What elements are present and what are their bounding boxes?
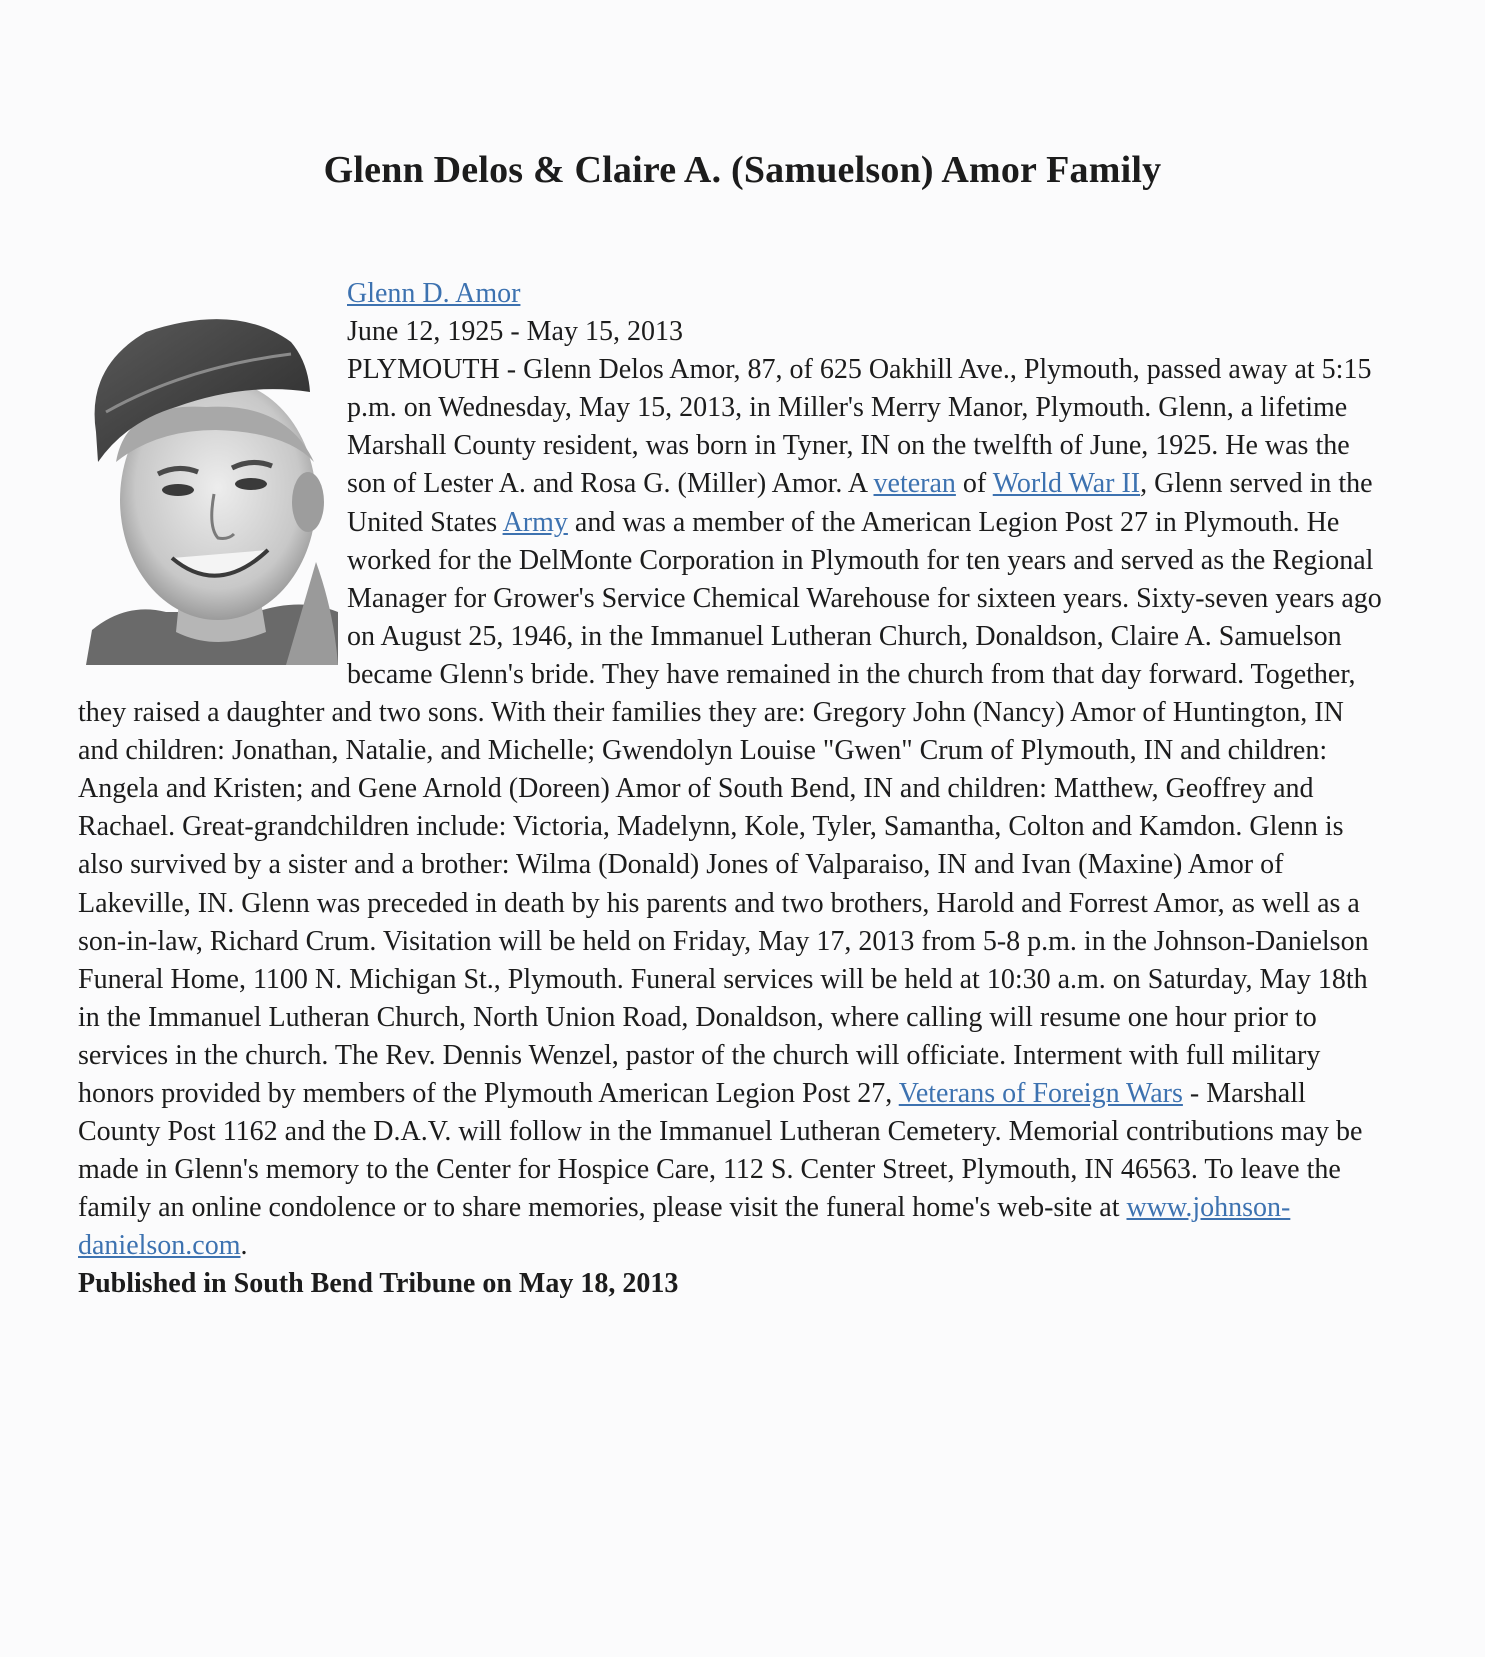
publication-note: Published in South Bend Tribune on May 18, 2013 [78,1268,679,1300]
veteran-link[interactable]: veteran [873,468,956,500]
obituary-text [78,275,1383,1304]
obituary-text-part-4: and was a member of the American Legion Post 27 in Plymouth. He worked for the DelMonte Corporation in Plymouth for ten years and served as the Regional Manager for Grower's Service Chemical Warehouse for sixteen years. Sixty-seven years ago on August 25, 1946, in the Immanuel Lutheran Church, Donaldson, Claire A. Samuelson became Glenn's bride. They have remained in the church from that day forward. Together, they raised a daughter and two sons. With their families they are: Gregory John (Nancy) Amor of Huntington, IN and children: Jonathan, Natalie, and Michelle; Gwendolyn Louise "Gwen" Crum of Plymouth, IN and children: Angela and Kristen; and Gene Arnold (Doreen) Amor of South Bend, IN and children: Matthew, Geoffrey and Rachael. Great-grandchildren include: Victoria, Madelynn, Kole, Tyler, Samantha, Colton and Kamdon. Glenn is also survived by a sister and a brother: Wilma (Donald) Jones of Valparaiso, IN and Ivan (Maxine) Amor of Lakeville, IN. Glenn was preceded in death by his parents and two brothers, Harold and Forrest Amor, as well as a son-in-law, Richard Crum. Visitation will be held on Friday, May 17, 2013 from 5-8 p.m. in the Johnson-Danielson Funeral Home, 1100 N. Michigan St., Plymouth. Funeral services will be held at 10:30 a.m. on Saturday, May 18th in the Immanuel Lutheran Church, North Union Road, Donaldson, where calling will resume one hour prior to services in the church. The Rev. Dennis Wenzel, pastor of the church will officiate. Interment with full military honors provided by members of the Plymouth American Legion Post 27, [78,506,1382,1109]
page-title: Glenn Delos & Claire A. (Samuelson) Amor Family [323,149,1162,191]
obituary-text-part-6: . [240,1230,248,1262]
funeral-home-website-link[interactable]: www.johnson-danielson.com [78,1192,1291,1262]
veterans-of-foreign-wars-link[interactable]: Veterans of Foreign Wars [898,1077,1183,1109]
obituary-text-part-5: - Marshall County Post 1162 and the D.A.V. will follow in the Immanuel Lutheran Cemetery. Memorial contributions may be made in Glenn's memory to the Center for Hospice Care, 112 S. Center Street, Plymouth, IN 46563. To leave the family an online condolence or to share memories, please visit the funeral home's web-site at [78,1077,1363,1224]
world-war-ii-link[interactable]: World War II [992,468,1141,500]
obituary-text-part-1: PLYMOUTH - Glenn Delos Amor, 87, of 625 Oakhill Ave., Plymouth, passed away at 5:15 p.m. on Wednesday, May 15, 2013, in Miller's Merry Manor, Plymouth. Glenn, a lifetime Marshall County resident, was born in Tyner, IN on the twelfth of June, 1925. He was the son of Lester A. and Rosa G. (Miller) Amor. A [347,354,1372,500]
life-dates: June 12, 1925 - May 15, 2013 [347,316,683,348]
photo-spacer [74,275,347,680]
obituary-text-part-2: of [962,468,987,500]
obituary-text-part-3: , Glenn served in the United States [347,468,1373,538]
name-link[interactable]: Glenn D. Amor [347,278,521,309]
army-link[interactable]: Army [502,506,568,538]
